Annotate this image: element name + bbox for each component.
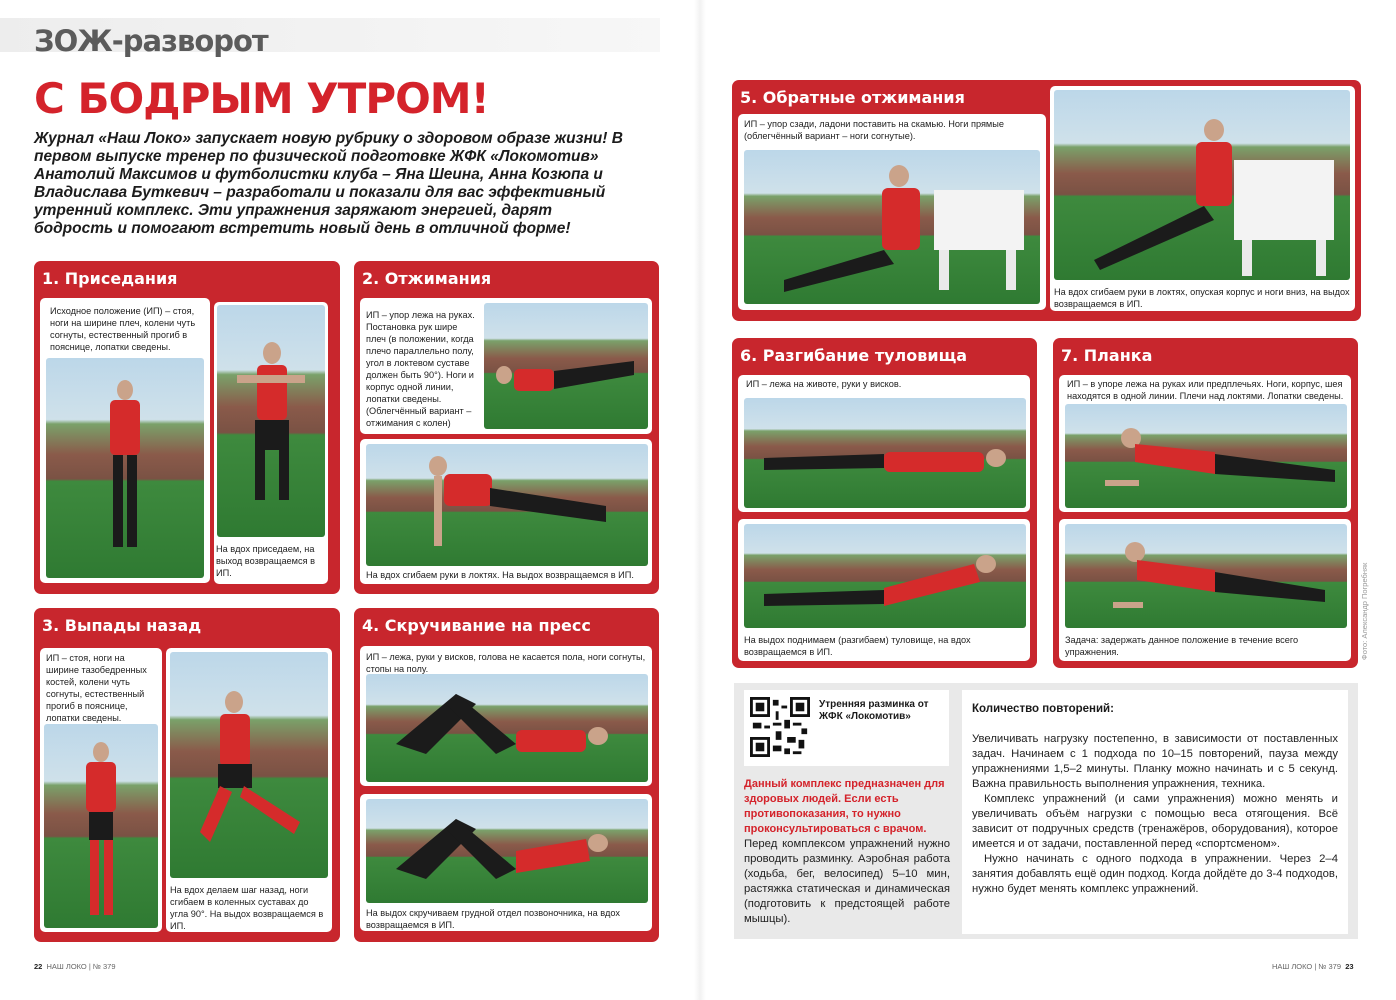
- magazine-issue: НАШ ЛОКО | № 379: [1272, 962, 1342, 971]
- exercise-photo-action: [366, 799, 648, 903]
- exercise-photo-action: [366, 444, 648, 566]
- exercise-photo-start: [744, 398, 1026, 508]
- exercise-card-4: [354, 608, 659, 942]
- exercise-start-text: ИП – упор лежа на руках. Постановка рук шире плеч (в положении, когда плечо параллельно полу, угол в локтевом суставе должен быть 90°). Ноги и корпус одной линии, лопатки сведены. (Облегчённый вариант – отжимания с колен): [366, 310, 475, 428]
- exercise-action-text: На выдох поднимаем (разгибаем) туловище, на вдох возвращаемся в ИП.: [744, 635, 971, 657]
- reps-paragraph: Увеличивать нагрузку постепенно, в зависимости от поставленных задач. Начинаем с 1 подхода по 10–15 повторений, пауза между упражнениями 1,5–2 минуты. Планку можно начинать и с 5 секунд. Важна правильность выполнения упражнения, техника.: [972, 733, 1338, 790]
- rubric-title: ЗОЖ-разворот: [34, 24, 268, 58]
- intro-paragraph: Журнал «Наш Локо» запускает новую рубрику о здоровом образе жизни! В первом выпуске тренер по физической подготовке ЖФК «Локомотив» Анатолий Максимов и футболистки клуба – Яна Шеина, Анна Козюпа и Владислава Буткевич – разработали и показали для вас эффективный утренний комплекс. Эти упражнения заряжают энергией, дарят бодрость и помогают встретить новый день в отличной форме!: [34, 130, 623, 237]
- exercise-photo-action: [744, 524, 1026, 628]
- exercise-title: 5. Обратные отжимания: [740, 88, 965, 107]
- exercise-card-3: [34, 608, 340, 942]
- exercise-start-text: ИП – лежа на животе, руки у висков.: [746, 379, 902, 389]
- exercise-photo-start: [744, 150, 1040, 304]
- reps-title: Количество повторений:: [972, 703, 1114, 715]
- exercise-action-text: Задача: задержать данное положение в течение всего упражнения.: [1065, 635, 1299, 657]
- exercise-photo-start: [484, 303, 648, 429]
- exercise-title: 1. Приседания: [42, 269, 178, 288]
- exercise-action-text: На вдох сгибаем руки в локтях. На выдох возвращаемся в ИП.: [366, 570, 634, 580]
- health-warning: Данный комплекс предназначен для здоровых людей. Если есть противопоказания, то нужно проконсультироваться с врачом.: [744, 778, 945, 835]
- exercise-title: 6. Разгибание туловища: [740, 346, 968, 365]
- exercise-card-2: [354, 261, 659, 594]
- exercise-title: 7. Планка: [1061, 346, 1153, 365]
- exercise-card-6: [732, 338, 1037, 668]
- exercise-photo-start: [366, 674, 648, 782]
- exercise-photo-action: [1054, 90, 1350, 280]
- reps-paragraph: Комплекс упражнений (и сами упражнения) можно менять и увеличивать объём нагрузки с помощью веса отягощения. Всё зависит от подручных средств (тренажёров, оборудования), которое имеется и от задачи, поставленной перед «спортсменом».: [972, 793, 1338, 850]
- exercise-action-text: На вдох сгибаем руки в локтях, опуская корпус и ноги вниз, на выдох возвращаемся в ИП.: [1054, 287, 1350, 309]
- footer-right: [1272, 962, 1354, 971]
- reps-text: [972, 732, 1338, 897]
- exercise-action-text: На вдох приседаем, на выход возвращаемся в ИП.: [216, 544, 315, 578]
- exercise-photo-start: [1065, 404, 1347, 508]
- exercise-photo-start: [46, 358, 204, 578]
- exercise-photo-start: [44, 724, 158, 928]
- exercise-action-text: На выдох скручиваем грудной отдел позвоночника, на вдох возвращаемся в ИП.: [366, 908, 621, 930]
- footer-left: [34, 962, 116, 971]
- exercise-photo-action: [170, 652, 328, 878]
- exercise-title: 3. Выпады назад: [42, 616, 202, 635]
- exercise-start-text: Исходное положение (ИП) – стоя, ноги на ширине плеч, колени чуть согнуты, естественный прогиб в пояснице, лопатки сведены.: [50, 306, 196, 352]
- exercise-action-text: На вдох делаем шаг назад, ноги сгибаем в коленных суставах до угла 90°. На выдох возвращаемся в ИП.: [170, 885, 324, 931]
- exercise-start-text: ИП – стоя, ноги на ширине тазобедренных костей, колени чуть согнуты, естественный прогиб в пояснице, лопатки сведены.: [46, 653, 147, 723]
- exercise-photo-action: [1065, 524, 1347, 628]
- page-headline: С БОДРЫМ УТРОМ!: [34, 74, 489, 123]
- magazine-issue: НАШ ЛОКО | № 379: [46, 962, 116, 971]
- exercise-card-5: [732, 80, 1361, 321]
- exercise-photo-action: [217, 305, 325, 537]
- exercise-card-1: [34, 261, 340, 594]
- qr-label: Утренняя разминка от ЖФК «Локомотив»: [819, 699, 929, 722]
- reps-paragraph: Нужно начинать с одного подхода в упражнении. Через 2–4 занятия добавлять ещё один подход. Когда дойдёте до 3-4 подходов, нужно будет менять комплекс упражнений.: [972, 853, 1338, 895]
- exercise-start-text: ИП – лежа, руки у висков, голова не касается пола, ноги согнуты, стопы на полу.: [366, 652, 646, 674]
- exercise-card-7: [1053, 338, 1358, 668]
- page-number: 23: [1345, 962, 1354, 971]
- exercise-start-text: ИП – в упоре лежа на руках или предплечьях. Ноги, корпус, шея находятся в одной линии. Плечи над локтями. Лопатки сведены.: [1067, 379, 1344, 401]
- exercise-title: 4. Скручивание на пресс: [362, 616, 591, 635]
- exercise-title: 2. Отжимания: [362, 269, 492, 288]
- page-number: 22: [34, 962, 43, 971]
- photo-credit: Фото: Александр Погребняк: [1360, 562, 1369, 660]
- qr-code-icon[interactable]: [750, 697, 810, 757]
- page-gutter: [694, 0, 706, 1000]
- exercise-start-text: ИП – упор сзади, ладони поставить на скамью. Ноги прямые (облегчённый вариант – ноги согнутые).: [744, 119, 1004, 141]
- warmup-text: Перед комплексом упражнений нужно проводить разминку. Аэробная работа (ходьба, бег, велосипед) 5–10 мин, растяжка статическая и динамическая (подготовить к предстоящей работе мышцы).: [744, 838, 950, 925]
